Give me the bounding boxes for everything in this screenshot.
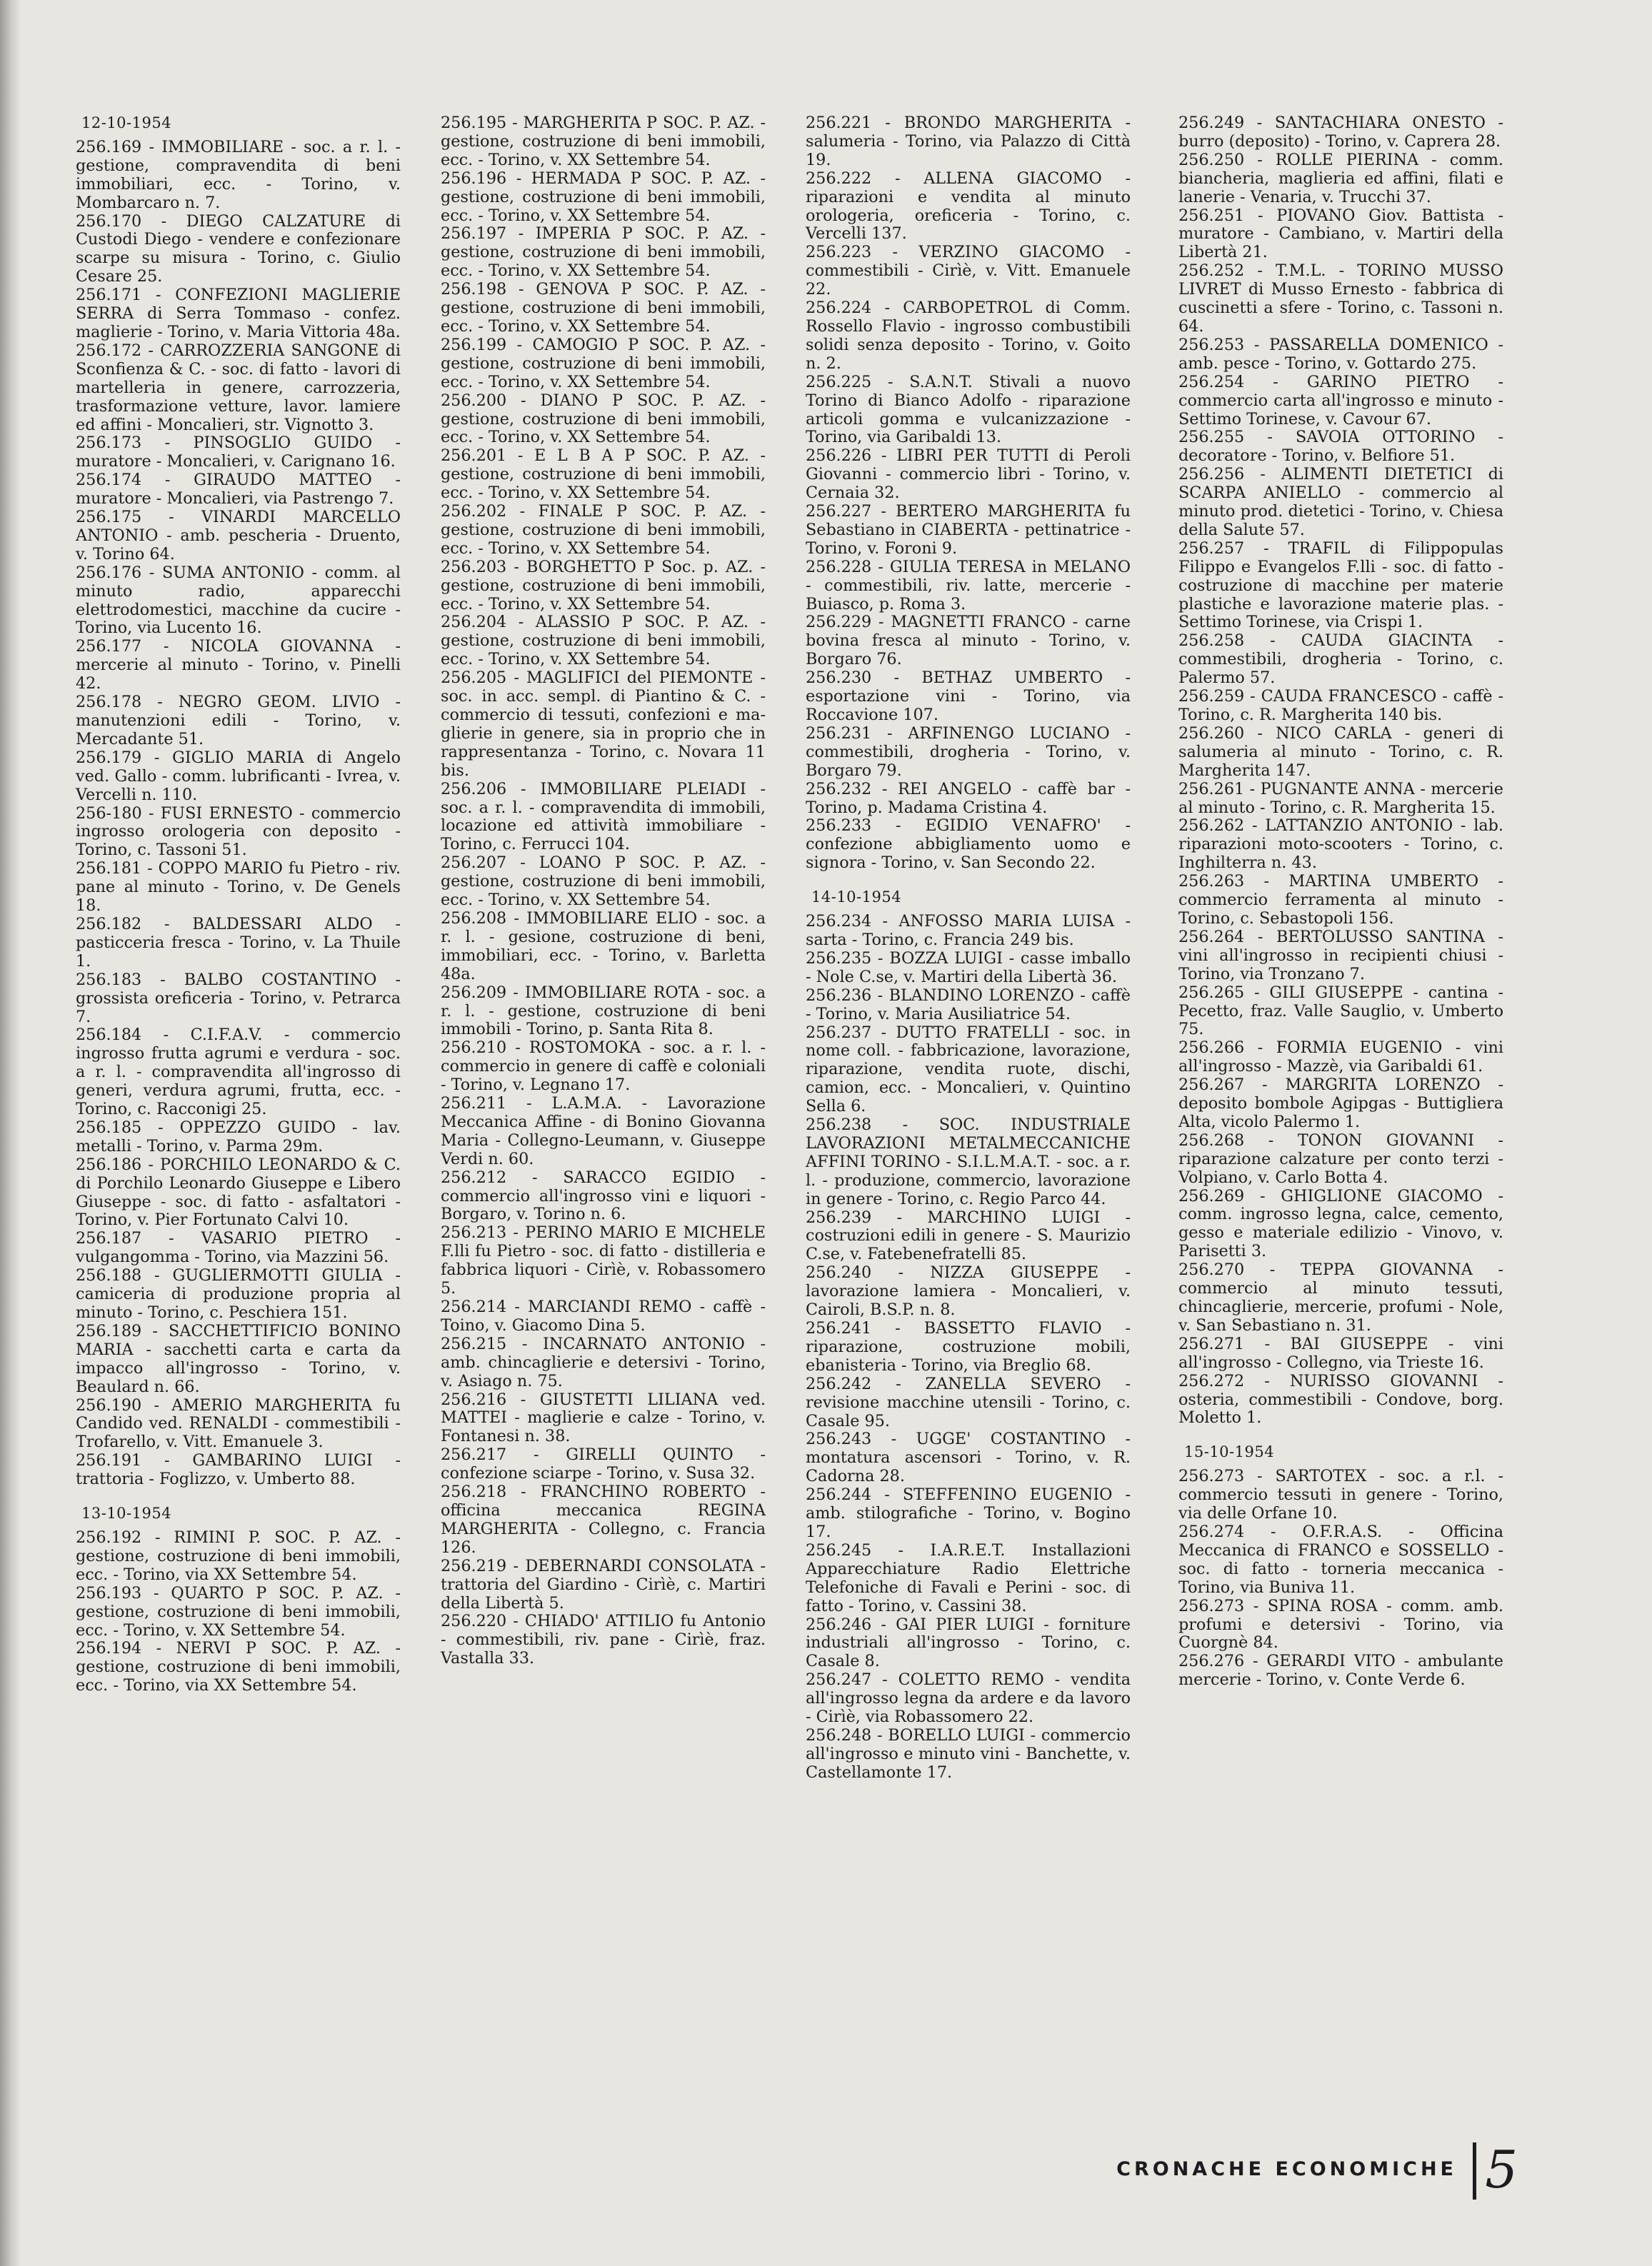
register-entry: 256.237 - DUTTO FRATELLI - soc. in nome coll. - fabbricazione, lavorazione, riparazione, vendita ruote, dischi, camion, ecc. - Moncalieri, v. Quintino Sella 6. <box>806 1023 1131 1116</box>
register-entry: 256.179 - GIGLIO MARIA di Angelo ved. Gallo - comm. lubrificanti - Ivrea, v. Vercelli n. 110. <box>76 748 401 804</box>
register-column-1 <box>76 114 401 1695</box>
register-entry: 256.232 - REI ANGELO - caffè bar - Torino, p. Madama Cristina 4. <box>806 779 1131 817</box>
register-entry: 256.246 - GAI PIER LUIGI - forniture industriali all'ingrosso - Torino, c. Casale 8. <box>806 1615 1131 1671</box>
register-entry: 256.234 - ANFOSSO MARIA LUISA - sarta - Torino, c. Francia 249 bis. <box>806 912 1131 949</box>
register-entry: 256.273 - SPINA ROSA - comm. amb. profumi e detersivi - Torino, via Cuorgnè 84. <box>1178 1596 1503 1653</box>
page-footer <box>1089 2142 1518 2200</box>
register-entry: 256.269 - GHIGLIONE GIACOMO - comm. ingrosso legna, calce, cemento, gesso e materiale edilizio - Vinovo, v. Parisetti 3. <box>1178 1186 1503 1261</box>
register-entry: 256.224 - CARBOPETROL di Comm. Rossello Flavio - ingrosso combustibili solidi senza deposito - Torino, v. Goito n. 2. <box>806 299 1131 373</box>
register-entry: 256.181 - COPPO MARIO fu Pietro - riv. pane al minuto - Torino, v. De Genels 18. <box>76 859 401 916</box>
register-entry: 256.216 - GIUSTETTI LILIANA ved. MATTEI - maglierie e calze - Torino, v. Fontanesi n. 38. <box>441 1390 766 1446</box>
register-entry: 256.193 - QUARTO P SOC. P. AZ. - gestione, costruzione di beni immobili, ecc. - Torino, v. XX Settembre 54. <box>76 1583 401 1640</box>
register-entry: 256.205 - MAGLIFICI del PIEMONTE - soc. in acc. sempl. di Piantino & C. - commercio di tessuti, confezioni e maglierie in genere, sia in proprio che in rappresentanza - Torino, c. Novara 11 bis. <box>441 668 766 780</box>
register-entry: 256.251 - PIOVANO Giov. Battista - muratore - Cambiano, v. Martiri della Libertà 21. <box>1178 206 1503 262</box>
publication-title: CRONACHE ECONOMICHE <box>1116 2158 1457 2180</box>
register-entry: 256.273 - SARTOTEX - soc. a r.l. - commercio tessuti in genere - Torino, via delle Orfane 10. <box>1178 1467 1503 1523</box>
register-entry: 256.245 - I.A.R.E.T. Installazioni Apparecchiature Radio Elettriche Telefoniche di Favali e Perini - soc. di fatto - Torino, v. Cassini 38. <box>806 1540 1131 1615</box>
page-spine-shadow <box>0 0 21 2266</box>
register-entry: 256.225 - S.A.N.T. Stivali a nuovo Torino di Bianco Adolfo - riparazione articoli gomma e vulcanizzazione - Torino, via Garibaldi 13. <box>806 372 1131 447</box>
register-entry: 256.170 - DIEGO CALZATURE di Custodi Diego - vendere e confezionare scarpe su misura - Torino, c. Giulio Cesare 25. <box>76 211 401 286</box>
register-entry: 256.263 - MARTINA UMBERTO - commercio ferramenta al minuto - Torino, c. Sebastopoli 156. <box>1178 872 1503 928</box>
register-entry: 256.255 - SAVOIA OTTORINO - decoratore - Torino, v. Belfiore 51. <box>1178 428 1503 466</box>
register-entry: 256.274 - O.F.R.A.S. - Officina Meccanica di FRANCO e SOSSELLO - soc. di fatto - torneria meccanica - Torino, via Buniva 11. <box>1178 1522 1503 1597</box>
register-entry: 256.226 - LIBRI PER TUTTI di Peroli Giovanni - commercio libri - Torino, v. Cernaia 32. <box>806 446 1131 503</box>
register-entry: 256.188 - GUGLIERMOTTI GIULIA - camiceria di produzione propria al minuto - Torino, c. Peschiera 151. <box>76 1266 401 1322</box>
register-entry: 256.240 - NIZZA GIUSEPPE - lavorazione lamiera - Moncalieri, v. Cairoli, B.S.P. n. 8. <box>806 1263 1131 1320</box>
page-number: 5 <box>1485 2140 1518 2200</box>
date-heading: 13-10-1954 <box>81 1505 172 1523</box>
register-entry: 256.183 - BALBO COSTANTINO - grossista oreficeria - Torino, v. Petrarca 7. <box>76 970 401 1026</box>
register-entry: 256.217 - GIRELLI QUINTO - confezione sciarpe - Torino, v. Susa 32. <box>441 1445 766 1483</box>
register-entry: 256.227 - BERTERO MARGHERITA fu Sebastiano in CIABERTA - pettinatrice - Torino, v. Foroni 9. <box>806 502 1131 558</box>
register-entry: 256.200 - DIANO P SOC. P. AZ. - gestione, costruzione di beni immobili, ecc. - Torino, v. XX Settembre 54. <box>441 391 766 447</box>
register-entry: 256.262 - LATTANZIO ANTONIO - lab. riparazioni moto-scooters - Torino, c. Inghilterra n. 43. <box>1178 816 1503 873</box>
register-entry: 256.243 - UGGE' COSTANTINO - montatura ascensori - Torino, v. R. Cadorna 28. <box>806 1430 1131 1486</box>
register-entry: 256.202 - FINALE P SOC. P. AZ. - gestione, costruzione di beni immobili, ecc. - Torino, v. XX Settembre 54. <box>441 502 766 558</box>
register-entry: 256.207 - LOANO P SOC. P. AZ. - gestione, costruzione di beni immobili, ecc. - Torino, v. XX Settembre 54. <box>441 853 766 910</box>
register-entry: 256.257 - TRAFIL di Filippopulas Filippo e Evangelos F.lli - soc. di fatto - costruzione di macchine per materie plastiche e lavorazione materie plas. - Settimo Torinese, via Crispi 1. <box>1178 538 1503 632</box>
register-entry: 256.248 - BORELLO LUIGI - commercio all'ingrosso e minuto vini - Banchette, v. Castellamonte 17. <box>806 1725 1131 1782</box>
register-entry: 256.256 - ALIMENTI DIETETICI di SCARPA ANIELLO - commercio al minuto prod. dietetici - Torino, v. Chiesa della Salute 57. <box>1178 465 1503 539</box>
register-column-2 <box>441 114 766 1668</box>
register-entry: 256.270 - TEPPA GIOVANNA - commercio al minuto tessuti, chincaglierie, mercerie, profumi - Nole, v. San Sebastiano n. 31. <box>1178 1260 1503 1335</box>
register-entry: 256.211 - L.A.M.A. - Lavorazione Meccanica Affine - di Bonino Giovanna Maria - Collegno-Leumann, v. Giuseppe Verdi n. 60. <box>441 1094 766 1168</box>
register-column-4 <box>1178 114 1503 1690</box>
register-entry: 256.223 - VERZINO GIACOMO - commestibili - Cirìè, v. Vitt. Emanuele 22. <box>806 243 1131 299</box>
register-entry: 256.241 - BASSETTO FLAVIO - riparazione, costruzione mobili, ebanisteria - Torino, via Breglio 68. <box>806 1319 1131 1375</box>
register-entry: 256.174 - GIRAUDO MATTEO - muratore - Moncalieri, via Pastrengo 7. <box>76 471 401 508</box>
register-entry: 256.254 - GARINO PIETRO - commercio carta all'ingrosso e minuto - Settimo Torinese, v. Cavour 67. <box>1178 372 1503 428</box>
register-entry: 256.209 - IMMOBILIARE ROTA - soc. a r. l. - gestione, costruzione di beni immobili - Torino, p. Santa Rita 8. <box>441 983 766 1039</box>
register-entry: 256.271 - BAI GIUSEPPE - vini all'ingrosso - Collegno, via Trieste 16. <box>1178 1334 1503 1372</box>
register-entry: 256.208 - IMMOBILIARE ELIO - soc. a r. l. - gesione, costruzione di beni, immobiliari, ecc. - Torino, v. Barletta 48a. <box>441 908 766 983</box>
register-entry: 256.173 - PINSOGLIO GUIDO - muratore - Moncalieri, v. Carignano 16. <box>76 433 401 471</box>
date-heading: 15-10-1954 <box>1184 1443 1275 1461</box>
register-entry: 256.171 - CONFEZIONI MAGLIERIE SERRA di Serra Tommaso - confez. maglierie - Torino, v. Maria Vittoria 48a. <box>76 286 401 341</box>
register-entry: 256.218 - FRANCHINO ROBERTO - officina meccanica REGINA MARGHERITA - Collegno, c. Francia 126. <box>441 1483 766 1557</box>
register-entry: 256.221 - BRONDO MARGHERITA - salumeria - Torino, via Palazzo di Città 19. <box>806 114 1131 169</box>
register-entry: 256.182 - BALDESSARI ALDO - pasticceria fresca - Torino, v. La Thuile 1. <box>76 914 401 971</box>
register-entry: 256.214 - MARCIANDI REMO - caffè - Toino, v. Giacomo Dina 5. <box>441 1298 766 1335</box>
footer-divider <box>1473 2142 1476 2200</box>
register-entry: 256.231 - ARFINENGO LUCIANO - commestibili, drogheria - Torino, v. Borgaro 79. <box>806 723 1131 780</box>
register-entry: 256.219 - DEBERNARDI CONSOLATA - trattoria del Giardino - Cirìè, c. Martiri della Libertà 5. <box>441 1556 766 1613</box>
register-entry: 256.264 - BERTOLUSSO SANTINA - vini all'ingrosso in recipienti chiusi - Torino, via Tronzano 7. <box>1178 927 1503 983</box>
register-entry: 256.197 - IMPERIA P SOC. P. AZ. - gestione, costruzione di beni immobili, ecc. - Torino, v. XX Settembre 54. <box>441 224 766 281</box>
register-entry: 256.259 - CAUDA FRANCESCO - caffè - Torino, c. R. Margherita 140 bis. <box>1178 687 1503 724</box>
register-entry: 256.267 - MARGRITA LORENZO - deposito bombole Agipgas - Buttigliera Alta, vicolo Palermo 1. <box>1178 1076 1503 1131</box>
register-entry: 256.187 - VASARIO PIETRO - vulgangomma - Torino, via Mazzini 56. <box>76 1229 401 1267</box>
register-entry: 256.178 - NEGRO GEOM. LIVIO - manutenzioni edili - Torino, v. Mercadante 51. <box>76 693 401 748</box>
register-entry: 256.261 - PUGNANTE ANNA - mercerie al minuto - Torino, c. R. Margherita 15. <box>1178 779 1503 817</box>
register-entry: 256.194 - NERVI P SOC. P. AZ. - gestione, costruzione di beni immobili, ecc. - Torino, via XX Settembre 54. <box>76 1639 401 1695</box>
register-entry: 256.206 - IMMOBILIARE PLEIADI - soc. a r. l. - compravendita di immobili, locazione ed attività immobiliare - Torino, c. Ferrucci 104. <box>441 779 766 854</box>
register-entry: 256.247 - COLETTO REMO - vendita all'ingrosso legna da ardere e da lavoro - Cirìè, via Robassomero 22. <box>806 1670 1131 1727</box>
register-entry: 256.230 - BETHAZ UMBERTO - esportazione vini - Torino, via Roccavione 107. <box>806 668 1131 724</box>
register-entry: 256.175 - VINARDI MARCELLO ANTONIO - amb. pescheria - Druento, v. Torino 64. <box>76 508 401 563</box>
register-entry: 256.199 - CAMOGIO P SOC. P. AZ. - gestione, costruzione di beni immobili, ecc. - Torino, v. XX Settembre 54. <box>441 335 766 391</box>
register-entry: 256.260 - NICO CARLA - generi di salumeria al minuto - Torino, c. R. Margherita 147. <box>1178 723 1503 780</box>
register-entry: 256.238 - SOC. INDUSTRIALE LAVORAZIONI METALMECCANICHE AFFINI TORINO - S.I.L.M.A.T. - soc. a r. l. - produzione, commercio, lavorazione in genere - Torino, c. Regio Parco 44. <box>806 1116 1131 1208</box>
register-entry: 256.239 - MARCHINO LUIGI - costruzioni edili in genere - S. Maurizio C.se, v. Fatebenefratelli 85. <box>806 1208 1131 1264</box>
register-entry: 256.235 - BOZZA LUIGI - casse imballo - Nole C.se, v. Martiri della Libertà 36. <box>806 948 1131 986</box>
register-entry: 256.212 - SARACCO EGIDIO - commercio all'ingrosso vini e liquori - Borgaro, v. Torino n. 6. <box>441 1168 766 1224</box>
register-entry: 256.210 - ROSTOMOKA - soc. a r. l. - commercio in genere di caffè e coloniali - Torino, v. Legnano 17. <box>441 1038 766 1095</box>
register-entry: 256.204 - ALASSIO P SOC. P. AZ. - gestione, costruzione di beni immobili, ecc. - Torino, v. XX Settembre 54. <box>441 613 766 669</box>
date-heading: 12-10-1954 <box>81 114 172 131</box>
register-entry: 256.252 - T.M.L. - TORINO MUSSO LIVRET di Musso Ernesto - fabbrica di cuscinetti a sfere - Torino, c. Tassoni n. 64. <box>1178 261 1503 336</box>
register-entry: 256.169 - IMMOBILIARE - soc. a r. l. - gestione, compravendita di beni immobiliari, ecc. - Torino, v. Mombarcaro n. 7. <box>76 137 401 212</box>
register-entry: 256.215 - INCARNATO ANTONIO - amb. chincaglierie e detersivi - Torino, v. Asiago n. 75. <box>441 1334 766 1390</box>
register-entry: 256.172 - CARROZZERIA SANGONE di Sconfienza & C. - soc. di fatto - lavori di martelleria in genere, carrozzeria, trasformazione vetture, lavor. lamiere ed affini - Moncalieri, str. Vignotto 3. <box>76 341 401 434</box>
register-entry: 256.220 - CHIADO' ATTILIO fu Antonio - commestibili, riv. pane - Cirìè, fraz. Vastalla 33. <box>441 1612 766 1668</box>
register-entry: 256.190 - AMERIO MARGHERITA fu Candido ved. RENALDI - commestibili - Trofarello, v. Vitt. Emanuele 3. <box>76 1395 401 1452</box>
register-entry: 256.192 - RIMINI P. SOC. P. AZ. - gestione, costruzione di beni immobili, ecc. - Torino, via XX Settembre 54. <box>76 1528 401 1584</box>
register-entry: 256.268 - TONON GIOVANNI - riparazione calzature per conto terzi - Volpiano, v. Carlo Botta 4. <box>1178 1131 1503 1187</box>
register-entry: 256.236 - BLANDINO LORENZO - caffè - Torino, v. Maria Ausiliatrice 54. <box>806 986 1131 1023</box>
register-entry: 256.177 - NICOLA GIOVANNA - mercerie al minuto - Torino, v. Pinelli 42. <box>76 637 401 693</box>
register-entry: 256.222 - ALLENA GIACOMO - riparazioni e vendita al minuto orologeria, oreficeria - Torino, c. Vercelli 137. <box>806 169 1131 244</box>
register-entry: 256.196 - HERMADA P SOC. P. AZ. - gestione, costruzione di beni immobili, ecc. - Torino, v. XX Settembre 54. <box>441 169 766 225</box>
register-entry: 256.250 - ROLLE PIERINA - comm. biancheria, maglieria ed affini, filati e lanerie - Venaria, v. Trucchi 37. <box>1178 150 1503 206</box>
register-entry: 256.184 - C.I.F.A.V. - commercio ingrosso frutta agrumi e verdura - soc. a r. l. - compravendita all'ingrosso di generi, verdura agrumi, frutta, ecc. - Torino, c. Racconigi 25. <box>76 1026 401 1119</box>
register-entry: 256.242 - ZANELLA SEVERO - revisione macchine utensili - Torino, c. Casale 95. <box>806 1374 1131 1430</box>
register-entry: 256.228 - GIULIA TERESA in MELANO - commestibili, riv. latte, mercerie - Buiasco, p. Roma 3. <box>806 557 1131 613</box>
register-entry: 256.249 - SANTACHIARA ONESTO - burro (deposito) - Torino, v. Caprera 28. <box>1178 114 1503 151</box>
register-entry: 256.186 - PORCHILO LEONARDO & C. di Porchilo Leonardo Giuseppe e Libero Giuseppe - soc. di fatto - asfaltatori - Torino, v. Pier Fortunato Calvi 10. <box>76 1155 401 1230</box>
register-entry: 256.258 - CAUDA GIACINTA - commestibili, drogheria - Torino, c. Palermo 57. <box>1178 631 1503 688</box>
register-entry: 256-180 - FUSI ERNESTO - commercio ingrosso orologeria con deposito - Torino, c. Tassoni 51. <box>76 803 401 860</box>
register-entry: 256.233 - EGIDIO VENAFRO' - confezione abbigliamento uomo e signora - Torino, v. San Secondo 22. <box>806 816 1131 873</box>
register-entry: 256.195 - MARGHERITA P SOC. P. AZ. - gestione, costruzione di beni immobili, ecc. - Torino, v. XX Settembre 54. <box>441 114 766 169</box>
register-entry: 256.201 - E L B A P SOC. P. AZ. - gestione, costruzione di beni immobili, ecc. - Torino, v. XX Settembre 54. <box>441 446 766 503</box>
register-entry: 256.272 - NURISSO GIOVANNI - osteria, commestibili - Condove, borg. Moletto 1. <box>1178 1371 1503 1428</box>
register-entry: 256.189 - SACCHETTIFICIO BONINO MARIA - sacchetti carta e carta da impacco all'ingrosso - Torino, v. Beaulard n. 66. <box>76 1321 401 1396</box>
register-entry: 256.185 - OPPEZZO GUIDO - lav. metalli - Torino, v. Parma 29m. <box>76 1118 401 1155</box>
date-heading: 14-10-1954 <box>811 888 902 906</box>
register-entry: 256.198 - GENOVA P SOC. P. AZ. - gestione, costruzione di beni immobili, ecc. - Torino, v. XX Settembre 54. <box>441 280 766 336</box>
register-column-3 <box>806 114 1131 1783</box>
register-entry: 256.276 - GERARDI VITO - ambulante mercerie - Torino, v. Conte Verde 6. <box>1178 1652 1503 1690</box>
register-entry: 256.191 - GAMBARINO LUIGI - trattoria - Foglizzo, v. Umberto 88. <box>76 1451 401 1489</box>
register-entry: 256.253 - PASSARELLA DOMENICO - amb. pesce - Torino, v. Gottardo 275. <box>1178 335 1503 373</box>
register-entry: 256.265 - GILI GIUSEPPE - cantina - Pecetto, fraz. Valle Sauglio, v. Umberto 75. <box>1178 983 1503 1039</box>
register-entry: 256.176 - SUMA ANTONIO - comm. al minuto radio, apparecchi elettrodomestici, macchine da cucire - Torino, via Lucento 16. <box>76 563 401 638</box>
register-entry: 256.244 - STEFFENINO EUGENIO - amb. stilografiche - Torino, v. Bogino 17. <box>806 1485 1131 1541</box>
register-entry: 256.266 - FORMIA EUGENIO - vini all'ingrosso - Mazzè, via Garibaldi 61. <box>1178 1038 1503 1076</box>
register-entry: 256.213 - PERINO MARIO E MICHELE F.lli fu Pietro - soc. di fatto - distilleria e fabbrica liquori - Cirìè, v. Robassomero 5. <box>441 1223 766 1298</box>
register-entry: 256.229 - MAGNETTI FRANCO - carne bovina fresca al minuto - Torino, v. Borgaro 76. <box>806 613 1131 669</box>
register-entry: 256.203 - BORGHETTO P Soc. p. AZ. - gestione, costruzione di beni immobili, ecc. - Torino, v. XX Settembre 54. <box>441 557 766 613</box>
